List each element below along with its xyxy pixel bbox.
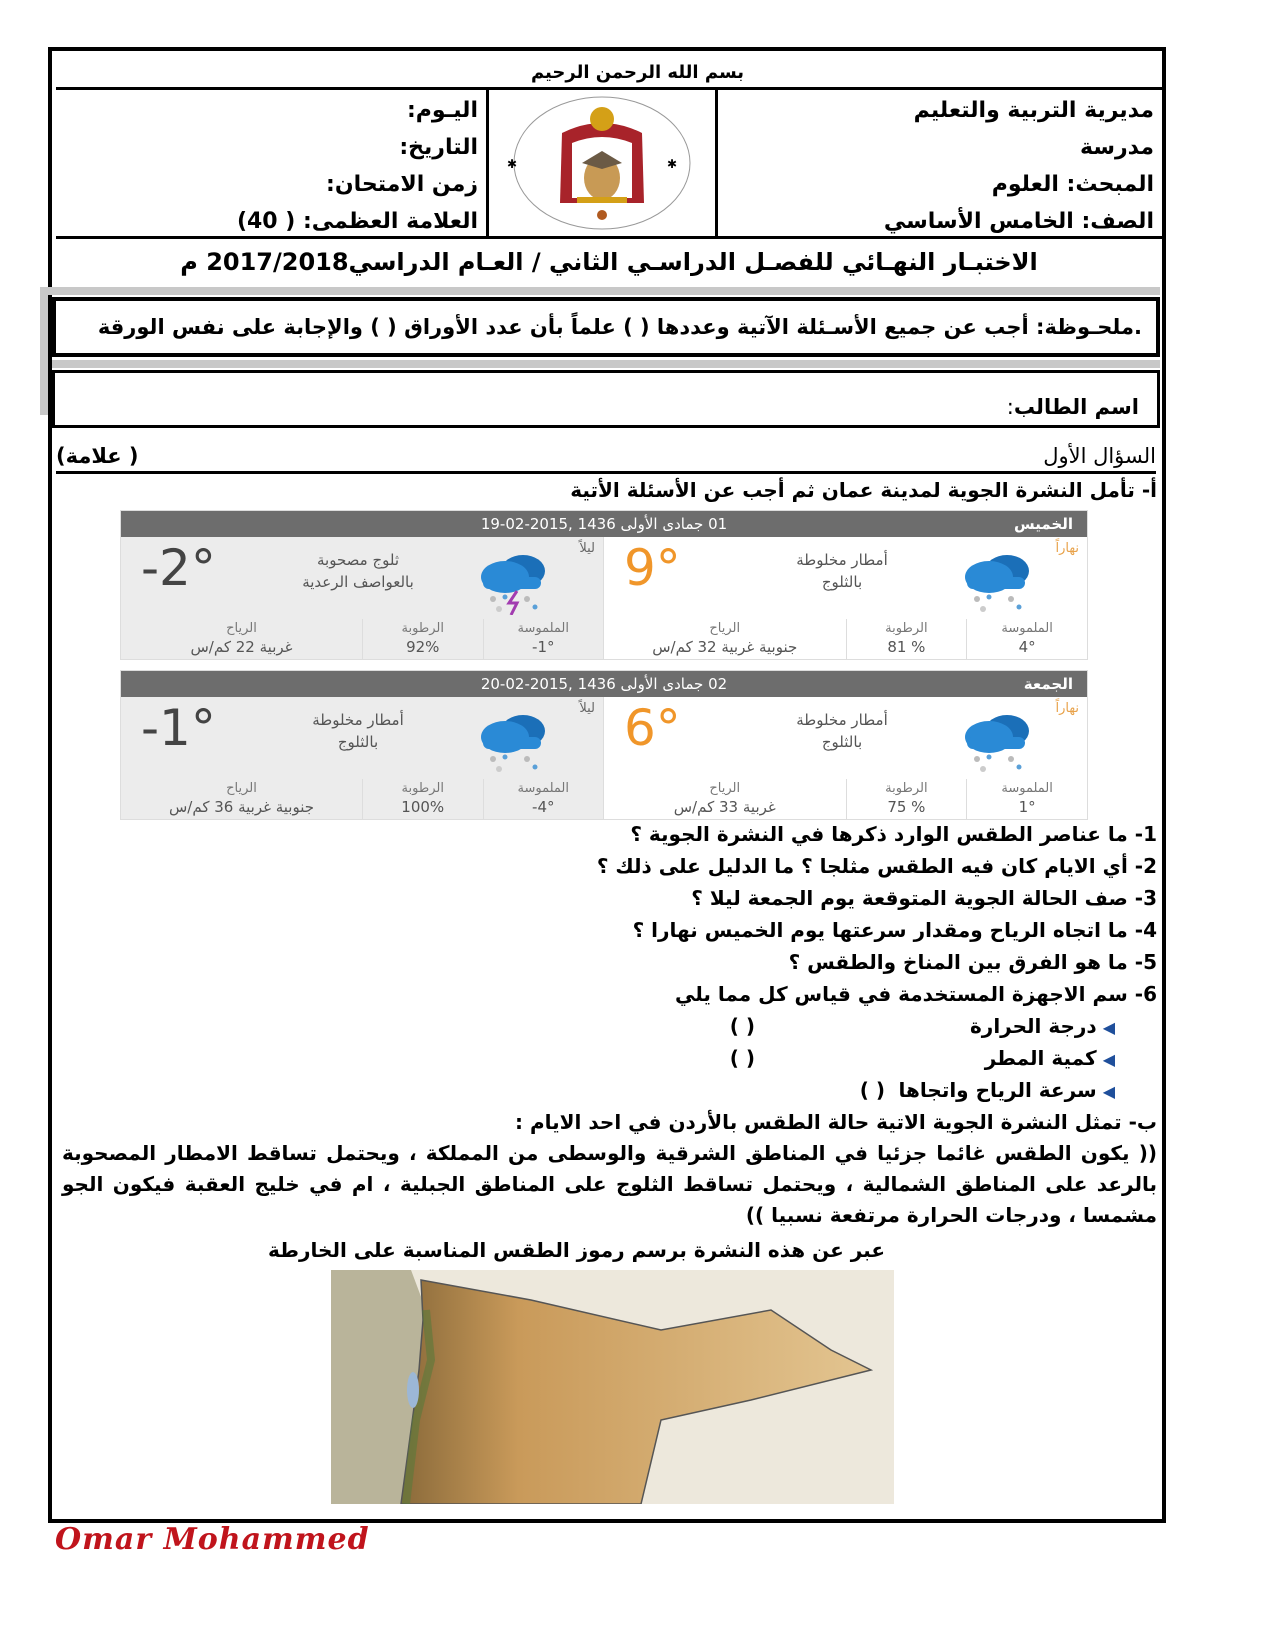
- humidity-label: الرطوبة: [885, 621, 928, 636]
- jordan-emblem-icon: [502, 93, 702, 233]
- question-1: 1- ما عناصر الطقس الوارد ذكرها في النشرة الجوية ؟: [630, 822, 1157, 846]
- instrument-label: سرعة الرياح واتجاها: [898, 1078, 1097, 1102]
- part-a-prompt: أ- تأمل النشرة الجوية لمدينة عمان ثم أجب عن الأسئلة الأتية: [570, 478, 1157, 502]
- basmala: بسم الله الرحمن الرحيم: [530, 62, 745, 83]
- rain-snow-icon: [959, 549, 1039, 615]
- school: مدرسة: [1080, 135, 1154, 160]
- map-caption: عبر عن هذه النشرة برسم رموز الطقس المناسبة على الخارطة: [268, 1238, 885, 1262]
- wind-value: جنوبية غربية 32 كم/س: [652, 638, 798, 656]
- humidity: [846, 779, 967, 819]
- exam-title: الاختبـار النهـائي للفصـل الدراسـي الثاني / العـام الدراسي2017/2018 م: [180, 248, 1038, 276]
- weather-stats: [604, 779, 1087, 819]
- part-b-prompt: ب- تمثل النشرة الجوية الاتية حالة الطقس بالأردن في احد الايام :: [515, 1110, 1157, 1134]
- description-line: بالعواصف الرعدية: [302, 573, 414, 591]
- humidity-label: الرطوبة: [401, 781, 444, 796]
- feels-like-value: 4°: [1018, 638, 1036, 656]
- description-line: أمطار مخلوطة: [796, 551, 888, 569]
- svg-text:✱: ✱: [506, 157, 517, 171]
- feels-like: [966, 779, 1087, 819]
- question-5: 5- ما هو الفرق بين المناخ والطقس ؟: [788, 950, 1157, 974]
- temperature: -1°: [141, 699, 216, 757]
- answer-blank[interactable]: ( ): [729, 1046, 755, 1070]
- weather-stats: [604, 619, 1087, 659]
- feels-like-label: الملموسة: [517, 781, 569, 796]
- arrow-bullet-icon: ◀: [1102, 1018, 1115, 1037]
- forecast-date: 01 جمادى الأولى 1436 ,2015-02-19: [480, 515, 728, 533]
- temperature: 6°: [624, 699, 681, 757]
- emblem: [486, 90, 718, 236]
- forecast-header: [121, 671, 1087, 697]
- header-table: [56, 87, 1162, 239]
- grade: الصف: الخامس الأساسي: [883, 209, 1154, 234]
- answer-blank[interactable]: ( ): [859, 1078, 885, 1102]
- instrument-temperature: [970, 1014, 1115, 1038]
- forecast-day: الخميس: [1014, 515, 1073, 533]
- question-4: 4- ما اتجاه الرياح ومقدار سرعتها يوم الخميس نهارا ؟: [632, 918, 1157, 942]
- svg-text:✱: ✱: [666, 157, 677, 171]
- directorate: مديرية التربية والتعليم: [913, 98, 1154, 123]
- weather-description: [273, 549, 443, 593]
- arrow-bullet-icon: ◀: [1102, 1082, 1115, 1101]
- weather-description: [273, 709, 443, 753]
- wind-label: الرياح: [709, 621, 741, 636]
- feels-like: [483, 619, 604, 659]
- author-signature: Omar Mohammed: [55, 1522, 370, 1557]
- description-line: أمطار مخلوطة: [796, 711, 888, 729]
- nighttime-forecast: [121, 697, 604, 819]
- wind-label: الرياح: [226, 621, 257, 636]
- question-1-title: السؤال الأول: [1043, 444, 1156, 468]
- nighttime-forecast: [121, 537, 604, 659]
- question-2: 2- أي الايام كان فيه الطقس مثلجا ؟ ما الدليل على ذلك ؟: [596, 854, 1157, 878]
- period-label: ليلاً: [579, 701, 595, 716]
- forecast-day: الجمعة: [1023, 675, 1073, 693]
- humidity: [362, 619, 483, 659]
- humidity-value: 92%: [406, 638, 440, 656]
- description-line: بالثلوج: [337, 733, 379, 751]
- weather-description: [757, 549, 927, 593]
- subject: المبحث: العلوم: [991, 172, 1154, 197]
- humidity-value: % 81: [887, 638, 926, 656]
- title-shadow: [40, 287, 1160, 295]
- left-shadow: [40, 290, 48, 415]
- question-6: 6- سم الاجهزة المستخدمة في قياس كل مما يلي: [674, 982, 1157, 1006]
- school-info: [718, 90, 1162, 236]
- instrument-rain: [985, 1046, 1115, 1070]
- temperature: -2°: [141, 539, 216, 597]
- period-label: نهاراً: [1055, 701, 1079, 716]
- humidity-value: % 75: [887, 798, 926, 816]
- wind-value: غربية 33 كم/س: [673, 798, 776, 816]
- day-label: اليـوم:: [406, 98, 478, 123]
- temperature: 9°: [624, 539, 681, 597]
- daytime-forecast: [604, 697, 1087, 819]
- forecast-card: [120, 510, 1088, 660]
- wind-label: الرياح: [709, 781, 741, 796]
- wind: [121, 619, 362, 659]
- daytime-forecast: [604, 537, 1087, 659]
- wind: [604, 779, 846, 819]
- exam-info: [56, 90, 486, 236]
- humidity: [846, 619, 967, 659]
- answer-blank[interactable]: ( ): [729, 1014, 755, 1038]
- description-line: أمطار مخلوطة: [312, 711, 404, 729]
- weather-description: [757, 709, 927, 753]
- humidity-value: 100%: [401, 798, 445, 816]
- weather-stats: [121, 779, 603, 819]
- description-line: بالثلوج: [821, 573, 863, 591]
- wind-label: الرياح: [226, 781, 257, 796]
- student-name-field[interactable]: اسم الطالب:: [52, 370, 1160, 428]
- humidity-label: الرطوبة: [401, 621, 444, 636]
- weather-stats: [121, 619, 603, 659]
- instrument-label: كمية المطر: [984, 1046, 1097, 1070]
- question-3: 3- صف الحالة الجوية المتوقعة يوم الجمعة ليلا ؟: [691, 886, 1157, 910]
- feels-like: [966, 619, 1087, 659]
- description-line: بالثلوج: [821, 733, 863, 751]
- note-shadow: [52, 360, 1160, 368]
- question-1-marks: ( علامة): [56, 444, 139, 468]
- feels-like-label: الملموسة: [517, 621, 569, 636]
- arrow-bullet-icon: ◀: [1102, 1050, 1115, 1069]
- wind: [604, 619, 846, 659]
- wind-value: جنوبية غربية 36 كم/س: [168, 798, 315, 816]
- feels-like-label: الملموسة: [1001, 621, 1053, 636]
- wind: [121, 779, 362, 819]
- humidity: [362, 779, 483, 819]
- weather-bulletin: (( يكون الطقس غائما جزئيا في المناطق الشرقية والوسطى من المملكة ، ويحتمل تساقط الامطار المصحوبة بالرعد على المناطق الشمالية ، ويحتمل تساقط الثلوج على المناطق الجبلية ، ام في خليج العقبة فيكون الجو مشمسا ، ودرجات الحرارة مرتفعة نسبيا )): [62, 1141, 1157, 1227]
- description-line: ثلوج مصحوبة: [316, 551, 400, 569]
- humidity-label: الرطوبة: [885, 781, 928, 796]
- jordan-relief-map-icon: [331, 1270, 894, 1504]
- feels-like-value: 1°-: [532, 638, 555, 656]
- period-label: نهاراً: [1055, 541, 1079, 556]
- feels-like-label: الملموسة: [1001, 781, 1053, 796]
- feels-like: [483, 779, 604, 819]
- wind-value: غربية 22 كم/س: [190, 638, 293, 656]
- feels-like-value: 4°-: [532, 798, 555, 816]
- jordan-map: [331, 1270, 894, 1504]
- instrument-wind: [899, 1078, 1115, 1102]
- exam-time-label: زمن الامتحان:: [326, 172, 478, 197]
- feels-like-value: 1°: [1018, 798, 1036, 816]
- date-label: التاريخ:: [399, 135, 478, 160]
- instrument-label: درجة الحرارة: [970, 1014, 1097, 1038]
- period-label: ليلاً: [579, 541, 595, 556]
- forecast-card: [120, 670, 1088, 820]
- student-name-label: اسم الطالب: [1013, 395, 1139, 419]
- thunder-snow-icon: [475, 549, 555, 615]
- rain-snow-icon: [475, 709, 555, 775]
- question-1-header: [56, 444, 1156, 474]
- max-mark-label: العلامة العظمى: ( 40): [236, 209, 478, 234]
- instructions-note: .ملحـوظة: أجب عن جميع الأسـئلة الآتية وعددها ( ) علماً بأن عدد الأوراق ( ) والإجابة على نفس الورقة: [52, 297, 1160, 357]
- rain-snow-icon: [959, 709, 1039, 775]
- forecast-date: 02 جمادى الأولى 1436 ,2015-02-20: [480, 675, 728, 693]
- forecast-header: [121, 511, 1087, 537]
